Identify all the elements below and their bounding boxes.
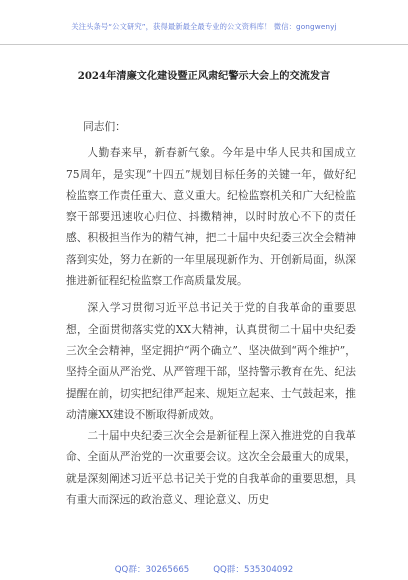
paragraph-3: 二十届中央纪委三次全会是新征程上深入推进党的自我革命、全面从严治党的一次重要会议。这次全会最重大的成果，就是深刻阐述习近平总书记关于党的自我革命的重要思想，具有重大而深远的政治意义、理论意义、历史 [66, 429, 356, 507]
header-banner: 关注头条号“公文研究”，获得最新最全最专业的公文资料库！ 微信：gongwenyj [71, 22, 337, 31]
paragraph-1: 人勤春来早，新春新气象。今年是中华人民共和国成立75周年，是实现“十四五”规划目标任务的关键一年，做好纪检监察工作责任重大、意义重大。纪检监察机关和广大纪检监察干部要迅速收心归位、抖擞精神，以时时放心不下的责任感、积极担当作为的精气神，把二十届中央纪委三次全会精神落到实处，努力在新的一年里展现新作为、开创新局面，纵深推进新征程纪检监察工作高质量发展。 [66, 146, 356, 288]
paragraph-2: 深入学习贯彻习近平总书记关于党的自我革命的重要思想，全面贯彻落实党的XX大精神，认真贯彻二十届中央纪委三次全会精神，坚定拥护“两个确立”、坚决做到“两个维护”，坚持全面从严治党、从严管理干部，坚持警示教育在先、纪法提醒在前，切实把纪律严起来、规矩立起来、士气鼓起来，推动清廉XX建设不断取得新成效。 [66, 301, 356, 421]
header-divider [0, 44, 408, 45]
footer-qq-group-1: QQ群：30265665 [114, 565, 190, 575]
document-title: 2024年清廉文化建设暨正风肃纪警示大会上的交流发言 [77, 70, 331, 82]
footer [0, 563, 408, 575]
footer-qq-group-2: QQ群：535304092 [213, 565, 294, 575]
document-body [66, 116, 356, 510]
salutation: 同志们： [83, 120, 126, 133]
